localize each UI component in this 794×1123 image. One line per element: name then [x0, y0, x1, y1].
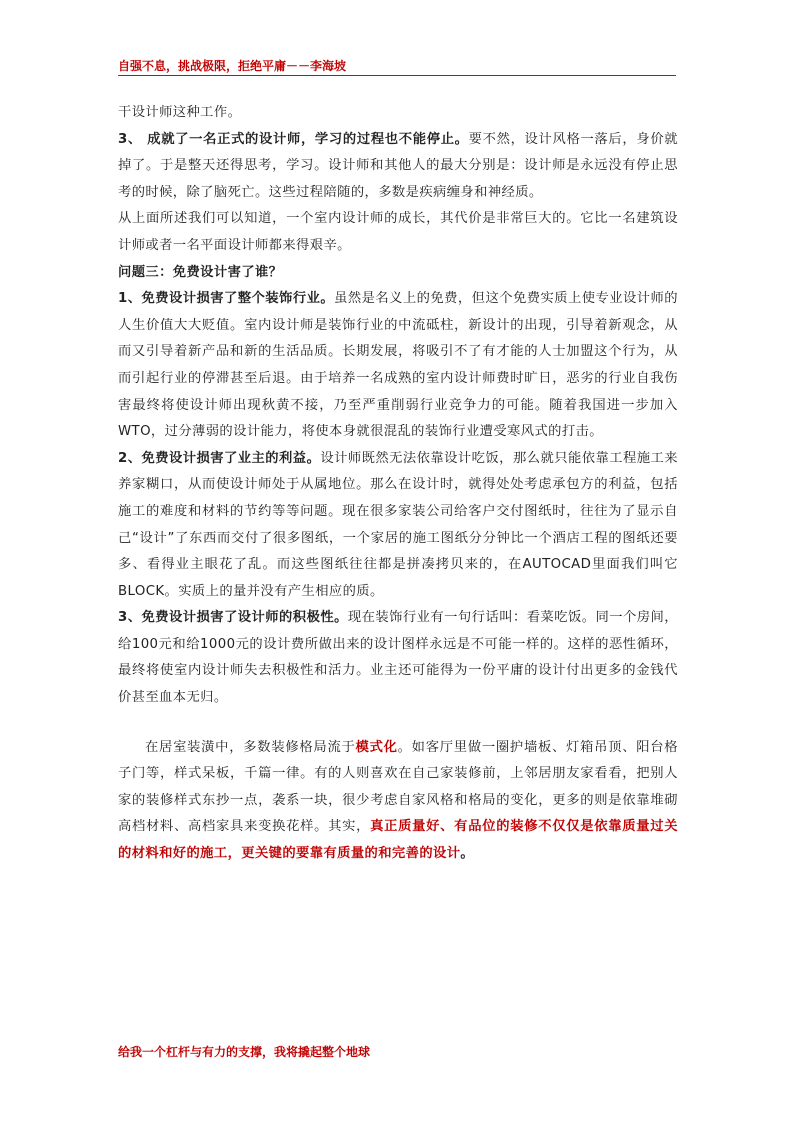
paragraph-3: 从上面所述我们可以知道，一个室内设计师的成长，其代价是非常巨大的。它比一名建筑设计师或者一名平面设计师都来得艰辛。: [118, 211, 678, 253]
paragraph-1: 干设计师这种工作。: [118, 105, 242, 120]
paragraph-4-text: 虽然是名义上的免费，但这个免费实质上使专业设计师的人生价值大大贬值。室内设计师是装饰行业的中流砥柱，新设计的出现，引导着新观念，从而又引导着新产品和新的生活品质。长期发展，将吸引不了有才能的人士加盟这个行为，从而引起行业的停滞甚至后退。由于培养一名成熟的室内设计师费时旷日，恶劣的行业自我伤害最终将使设计师出现秋黄不接，乃至严重削弱行业竞争力的可能。随着我国进一步加入WTO，过分薄弱的设计能力，将使本身就很混乱的装饰行业遭受寒风式的打击。: [118, 291, 678, 440]
paragraph-7-highlight-2: 真正质量好、有品位的装修不仅仅是依靠质量过关的材料和好的施工，更关键的要靠有质量的和完善的设计: [118, 819, 678, 862]
header-motto: 自强不息，挑战极限，拒绝平庸－－李海坡: [118, 59, 347, 73]
document-body: [118, 100, 678, 868]
paragraph-2-lead: 3、 成就了一名正式的设计师，学习的过程也不能停止。: [118, 131, 469, 147]
paragraph-4: [118, 286, 678, 446]
paragraph-5-lead: 2、免费设计损害了业主的利益。: [118, 450, 321, 466]
paragraph-2-text: 要不然，设计风格一落后，身价就掉了。于是整天还得思考，学习。设计师和其他人的最大分别是：设计师是永远没有停止思考的时候，除了脑死亡。这些过程陪随的，多数是疾病缠身和神经质。: [118, 131, 679, 200]
page-header: [118, 57, 676, 76]
section-heading-3: 问题三：免费设计害了谁？: [118, 264, 283, 280]
paragraph-6-lead: 3、免费设计损害了设计师的积极性。: [118, 610, 348, 626]
paragraph-7: [118, 735, 678, 868]
paragraph-6: [118, 605, 678, 711]
paragraph-7-text-a: 在居室装潢中，多数装修格局流于: [145, 739, 356, 755]
paragraph-2: [118, 127, 678, 207]
paragraph-7-text-b: 。如客厅里做一圈护墙板、灯箱吊顶、阳台格子门等，样式呆板，千篇一律。有的人则喜欢在自己家装修前，上邻居朋友家看看，把别人家的装修样式东抄一点，袭系一块，很少考虑自家风格和格局的变化，更多的则是依靠堆砌高档材料、高档家具来变换花样。其实，: [118, 739, 679, 835]
page-footer: 给我一个杠杆与有力的支撑，我将撬起整个地球: [118, 1045, 371, 1059]
paragraph-5: [118, 446, 678, 606]
paragraph-6-text: 现在装饰行业有一句行话叫：看菜吃饭。同一个房间，给100元和给1000元的设计费所做出来的设计图样永远是不可能一样的。这样的恶性循环，最终将使室内设计师失去积极性和活力。业主还可能得为一份平庸的设计付出更多的金钱代价甚至血本无归。: [118, 610, 678, 706]
paragraph-5-text: 设计师既然无法依靠设计吃饭，那么就只能依靠工程施工来养家糊口，从而使设计师处于从属地位。那么在设计时，就得处处考虑承包方的利益，包括施工的难度和材料的节约等等问题。现在很多家装公司给客户交付图纸时，往往为了显示自己“设计”了东西而交付了很多图纸，一个家居的施工图纸分分钟比一个酒店工程的图纸还要多、看得业主眼花了乱。而这些图纸往往都是拼凑拷贝来的，在AUTOCAD里面我们叫它BLOCK。实质上的量并没有产生相应的质。: [118, 450, 678, 599]
paragraph-spacer: [118, 712, 678, 735]
paragraph-4-lead: 1、免费设计损害了整个装饰行业。: [118, 291, 335, 307]
paragraph-7-highlight-1: 模式化: [355, 739, 398, 755]
paragraph-7-end: 。: [460, 846, 475, 862]
